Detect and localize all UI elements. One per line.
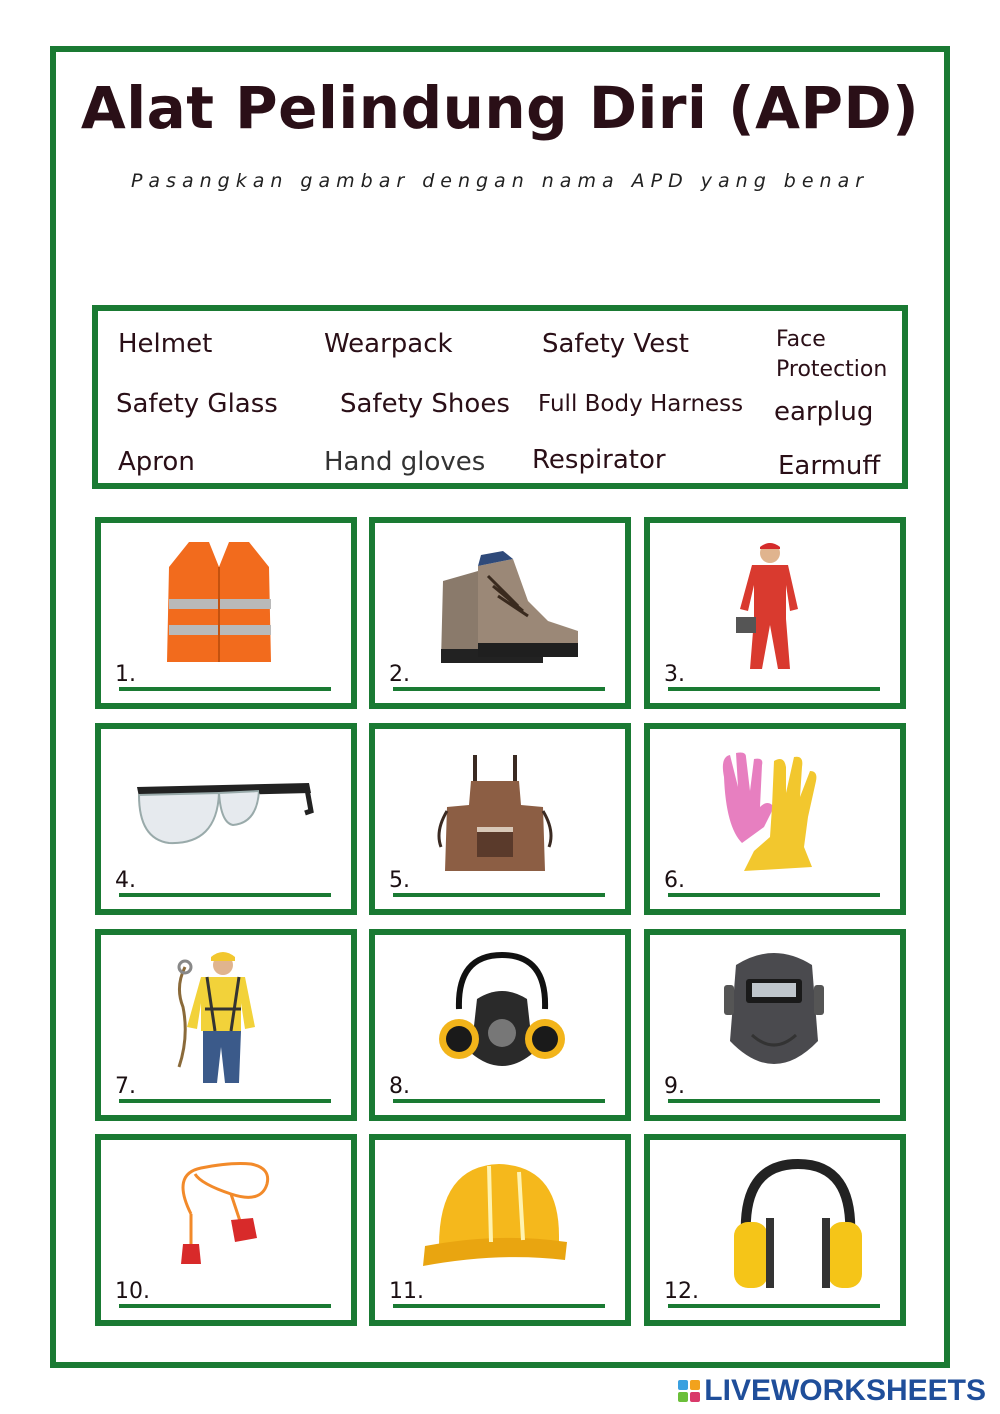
card-10 (95, 1134, 357, 1326)
earmuff-icon (728, 1158, 868, 1292)
boots-icon (433, 541, 583, 671)
card-number: 4. (115, 868, 136, 893)
answer-line[interactable] (668, 687, 880, 691)
answer-line[interactable] (668, 893, 880, 897)
answer-line[interactable] (668, 1304, 880, 1308)
word-earplug[interactable]: earplug (774, 397, 874, 427)
brand-name: LIVEWORKSHEETS (704, 1374, 986, 1407)
word-respirator[interactable]: Respirator (532, 445, 666, 475)
card-12 (644, 1134, 906, 1326)
card-1 (95, 517, 357, 709)
card-6 (644, 723, 906, 915)
answer-line[interactable] (393, 1304, 605, 1308)
answer-line[interactable] (119, 1304, 331, 1308)
page-subtitle: Pasangkan gambar dengan nama APD yang benar (130, 170, 870, 192)
card-number: 3. (664, 662, 685, 687)
card-3 (644, 517, 906, 709)
word-face-protection[interactable]: Face Protection (776, 327, 888, 382)
word-helmet[interactable]: Helmet (118, 329, 213, 359)
welding-mask-icon (722, 945, 826, 1081)
card-number: 12. (664, 1279, 699, 1304)
safety-vest-icon (159, 537, 279, 667)
answer-line[interactable] (119, 687, 331, 691)
card-number: 5. (389, 868, 410, 893)
card-number: 2. (389, 662, 410, 687)
word-safety-glass[interactable]: Safety Glass (116, 389, 278, 419)
card-7 (95, 929, 357, 1121)
card-4 (95, 723, 357, 915)
answer-line[interactable] (668, 1099, 880, 1103)
page-title: Alat Pelindung Diri (APD) (80, 74, 920, 142)
word-earmuff[interactable]: Earmuff (778, 451, 881, 481)
card-11 (369, 1134, 631, 1326)
card-number: 11. (389, 1279, 424, 1304)
card-2 (369, 517, 631, 709)
harness-worker-icon (171, 947, 271, 1087)
word-safety-vest[interactable]: Safety Vest (542, 329, 689, 359)
word-safety-shoes[interactable]: Safety Shoes (340, 389, 510, 419)
card-number: 1. (115, 662, 136, 687)
word-bank (92, 305, 908, 489)
answer-line[interactable] (119, 893, 331, 897)
word-wearpack[interactable]: Wearpack (324, 329, 453, 359)
respirator-icon (437, 949, 567, 1083)
word-full-body-harness[interactable]: Full Body Harness (538, 391, 744, 417)
helmet-icon (419, 1156, 569, 1276)
card-number: 10. (115, 1279, 150, 1304)
card-number: 7. (115, 1074, 136, 1099)
card-number: 6. (664, 868, 685, 893)
apron-icon (435, 751, 555, 875)
word-hand-gloves[interactable]: Hand gloves (324, 447, 486, 477)
word-apron[interactable]: Apron (118, 447, 195, 477)
card-5 (369, 723, 631, 915)
safety-glasses-icon (129, 773, 315, 853)
gloves-icon (714, 747, 834, 877)
card-number: 8. (389, 1074, 410, 1099)
card-8 (369, 929, 631, 1121)
answer-line[interactable] (393, 893, 605, 897)
answer-line[interactable] (119, 1099, 331, 1103)
brand-footer[interactable] (678, 1374, 986, 1408)
earplug-icon (171, 1154, 281, 1284)
answer-line[interactable] (393, 687, 605, 691)
liveworksheets-logo-icon (678, 1380, 700, 1402)
wearpack-worker-icon (728, 539, 808, 675)
card-number: 9. (664, 1074, 685, 1099)
card-9 (644, 929, 906, 1121)
answer-line[interactable] (393, 1099, 605, 1103)
